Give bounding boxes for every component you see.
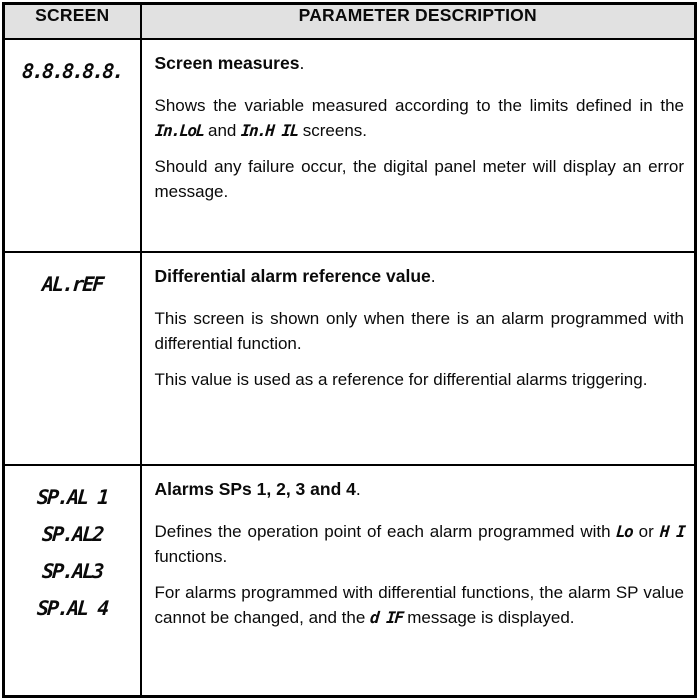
title-period: . bbox=[355, 479, 361, 499]
parameter-title bbox=[155, 477, 685, 502]
header-description-label: PARAMETER DESCRIPTION bbox=[141, 4, 696, 40]
description-cell bbox=[141, 39, 696, 252]
description-paragraph: This value is used as a reference for differential alarms triggering. bbox=[154, 370, 648, 389]
table-header-row bbox=[4, 4, 696, 40]
seven-segment-inline-text: In.LoL bbox=[153, 121, 204, 140]
seven-segment-display-label: SP.AL 1 bbox=[36, 485, 109, 509]
parameter-title-text: Alarms SPs 1, 2, 3 and 4 bbox=[154, 479, 356, 499]
description-cell bbox=[141, 252, 696, 465]
table-row-screen-measures bbox=[4, 39, 696, 252]
seven-segment-display-label: SP.AL3 bbox=[41, 559, 104, 583]
seven-segment-inline-text: d IF bbox=[369, 608, 404, 627]
table-row-alarm-reference bbox=[4, 252, 696, 465]
header-screen-label: SCREEN bbox=[4, 4, 141, 40]
seven-segment-inline-text: H I bbox=[658, 522, 685, 541]
parameter-title-text: Screen measures bbox=[154, 53, 300, 73]
parameter-title-text: Differential alarm reference value bbox=[154, 266, 431, 286]
parameter-description-table bbox=[2, 2, 697, 698]
seven-segment-display-label: 8.8.8.8.8. bbox=[21, 59, 124, 83]
parameter-title bbox=[155, 264, 685, 289]
description-paragraph: This screen is shown only when there is an alarm programmed with differential function. bbox=[154, 309, 684, 353]
seven-segment-inline-text: In.H IL bbox=[240, 121, 299, 140]
description-paragraph: Defines the operation point of each alarm programmed with Lo or H I functions. bbox=[155, 519, 685, 569]
description-paragraph: Should any failure occur, the digital panel meter will display an error message. bbox=[154, 157, 684, 201]
title-period: . bbox=[430, 266, 436, 286]
description-paragraph: Shows the variable measured according to the limits defined in the In.LoL and In.H IL screens. bbox=[155, 93, 685, 143]
title-period: . bbox=[299, 53, 305, 73]
screen-cell bbox=[4, 39, 141, 252]
seven-segment-display-label: SP.AL 4 bbox=[36, 596, 109, 620]
parameter-title bbox=[155, 51, 685, 76]
seven-segment-display-label: SP.AL2 bbox=[41, 522, 104, 546]
description-paragraph: For alarms programmed with differential functions, the alarm SP value cannot be changed, and the d IF message is displayed. bbox=[155, 580, 685, 630]
screen-cell bbox=[4, 252, 141, 465]
seven-segment-display-label: AL.rEF bbox=[41, 272, 104, 296]
seven-segment-inline-text: Lo bbox=[615, 522, 634, 541]
